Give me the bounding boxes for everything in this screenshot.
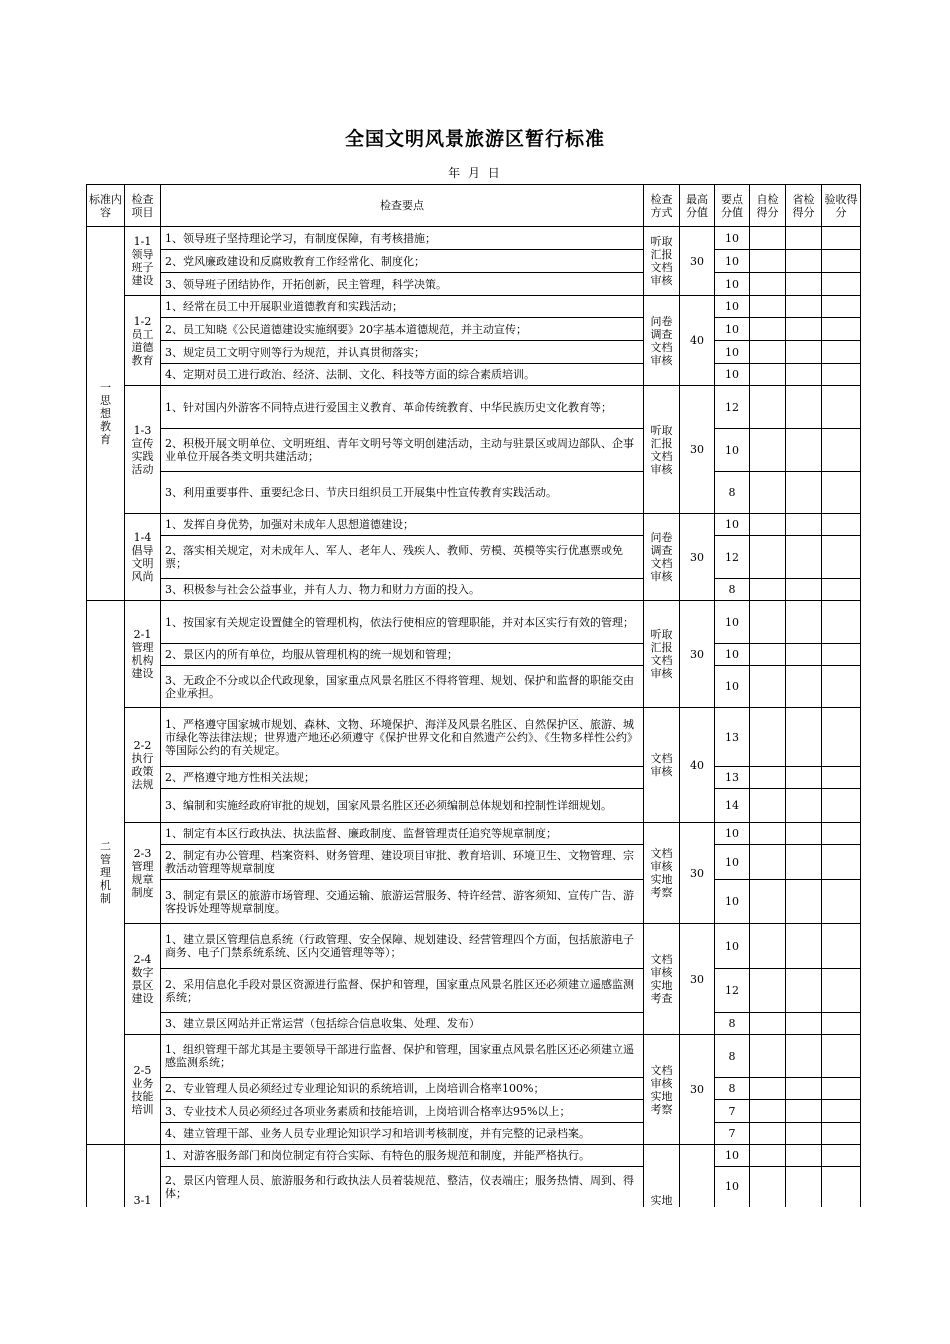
- check-point-text: [161, 1145, 644, 1167]
- province-check-score-cell: [786, 1013, 822, 1035]
- point-score: 10: [715, 250, 750, 273]
- max-score: 30: [680, 386, 715, 514]
- acceptance-score-cell: [822, 386, 861, 429]
- max-score: 30: [680, 1035, 715, 1145]
- max-score: 30: [680, 227, 715, 296]
- check-method: 文档 审核 实地 考察: [644, 823, 680, 924]
- table-row: [87, 1145, 861, 1167]
- check-method: 听取 汇报 文档 审核: [644, 601, 680, 708]
- province-check-score-cell: [786, 341, 822, 364]
- point-score: 12: [715, 969, 750, 1013]
- point-score: 10: [715, 601, 750, 644]
- province-check-score-cell: [786, 1100, 822, 1123]
- check-item-name: 2-5 业务 技能 培训: [125, 1035, 161, 1145]
- point-score: 10: [715, 364, 750, 386]
- check-point-text: 3、积极参与社会公益事业，并有人力、物力和财力方面的投入。: [161, 579, 644, 601]
- check-item-name: 2-2 执行 政策 法规: [125, 708, 161, 823]
- max-score: 30: [680, 823, 715, 924]
- header-check-method: 检查方式: [644, 185, 680, 227]
- point-score: 8: [715, 579, 750, 601]
- point-score: 10: [715, 644, 750, 666]
- header-max-score: 最高分值: [680, 185, 715, 227]
- province-check-score-cell: [786, 666, 822, 708]
- check-item-name: 2-3 管理 规章 制度: [125, 823, 161, 924]
- acceptance-score-cell: [822, 579, 861, 601]
- table-row: [87, 1013, 861, 1035]
- point-score: 10: [715, 880, 750, 924]
- check-point-text: 3、建立景区网站并正常运营（包括综合信息收集、处理、发布）: [161, 1013, 644, 1035]
- point-score: 10: [715, 429, 750, 472]
- category-management-mechanism: 二 管 理 机 制: [87, 601, 125, 1145]
- check-method: 文档 审核 实地 考察: [644, 1035, 680, 1145]
- check-point-text: 4、定期对员工进行政治、经济、法制、文化、科技等方面的综合素质培训。: [161, 364, 644, 386]
- table-row: [87, 1078, 861, 1100]
- self-check-score-cell: [750, 536, 786, 579]
- province-check-score-cell: [786, 1078, 822, 1100]
- self-check-score-cell: [750, 708, 786, 767]
- max-score: 40: [680, 296, 715, 386]
- province-check-score-cell: [786, 296, 822, 318]
- acceptance-score-cell: [822, 1123, 861, 1145]
- province-check-score-cell: [786, 429, 822, 472]
- table-row: [87, 386, 861, 429]
- acceptance-score-cell: [822, 666, 861, 708]
- acceptance-score-cell: [822, 767, 861, 789]
- check-point-text: 2、采用信息化手段对景区资源进行监督、保护和管理，国家重点风景名胜区还必须建立遥感监测系统；: [161, 969, 644, 1013]
- table-row: [87, 1123, 861, 1145]
- max-score: [680, 1145, 715, 1207]
- province-check-score-cell: [786, 536, 822, 579]
- max-score: 40: [680, 708, 715, 823]
- check-point-text: 1、严格遵守国家城市规划、森林、文物、环境保护、海洋及风景名胜区、自然保护区、旅游、城市绿化等法律法规；世界遗产地还必须遵守《保护世界文化和自然遗产公约》、《生物多样性公约》等国际公约的有关规定。: [161, 708, 644, 767]
- check-point-text: 1、制定有本区行政执法、执法监督、廉政制度、监督管理责任追究等规章制度；: [161, 823, 644, 845]
- table-row: [87, 364, 861, 386]
- header-check-item: 检查项目: [125, 185, 161, 227]
- point-score: 7: [715, 1123, 750, 1145]
- self-check-score-cell: [750, 1035, 786, 1078]
- table-row: [87, 514, 861, 536]
- acceptance-score-cell: [822, 341, 861, 364]
- table-row: [87, 601, 861, 644]
- province-check-score-cell: [786, 472, 822, 514]
- check-method: 文档 审核: [644, 708, 680, 823]
- point-score: 10: [715, 296, 750, 318]
- point-score: 10: [715, 823, 750, 845]
- point-score: 12: [715, 536, 750, 579]
- check-point-text: 2、落实相关规定，对未成年人、军人、老年人、残疾人、教师、劳模、英模等实行优惠票或免票；: [161, 536, 644, 579]
- point-score: 10: [715, 318, 750, 341]
- self-check-score-cell: [750, 644, 786, 666]
- province-check-score-cell: [786, 1145, 822, 1167]
- self-check-score-cell: [750, 386, 786, 429]
- check-point-text: 3、利用重要事件、重要纪念日、节庆日组织员工开展集中性宣传教育实践活动。: [161, 472, 644, 514]
- self-check-score-cell: [750, 666, 786, 708]
- province-check-score-cell: [786, 823, 822, 845]
- max-score: 30: [680, 514, 715, 601]
- point-score: 7: [715, 1100, 750, 1123]
- acceptance-score-cell: [822, 845, 861, 880]
- acceptance-score-cell: [822, 429, 861, 472]
- self-check-score-cell: [750, 514, 786, 536]
- self-check-score-cell: [750, 341, 786, 364]
- point-score: 10: [715, 924, 750, 969]
- point-score: 12: [715, 386, 750, 429]
- self-check-score-cell: [750, 318, 786, 341]
- table-row: [87, 880, 861, 924]
- check-point-text: 1、针对国内外游客不同特点进行爱国主义教育、革命传统教育、中华民族历史文化教育等；: [161, 386, 644, 429]
- table-row: [87, 789, 861, 823]
- self-check-score-cell: [750, 601, 786, 644]
- acceptance-score-cell: [822, 364, 861, 386]
- self-check-score-cell: [750, 1167, 786, 1207]
- province-check-score-cell: [786, 386, 822, 429]
- table-row: [87, 1035, 861, 1078]
- province-check-score-cell: [786, 644, 822, 666]
- check-point-text: 1、领导班子坚持理论学习，有制度保障，有考核措施；: [161, 227, 644, 250]
- self-check-score-cell: [750, 472, 786, 514]
- check-point-text: 2、景区内的所有单位，均服从管理机构的统一规划和管理；: [161, 644, 644, 666]
- point-score: 10: [715, 273, 750, 296]
- province-check-score-cell: [786, 514, 822, 536]
- point-score: 10: [715, 666, 750, 708]
- table-row: [87, 1100, 861, 1123]
- point-score: 8: [715, 1078, 750, 1100]
- check-method: 问卷 调查 文档 审核: [644, 514, 680, 601]
- point-score: 10: [715, 227, 750, 250]
- self-check-score-cell: [750, 845, 786, 880]
- self-check-score-cell: [750, 880, 786, 924]
- acceptance-score-cell: [822, 601, 861, 644]
- table-row: [87, 1167, 861, 1207]
- point-score: 8: [715, 1013, 750, 1035]
- max-score: 30: [680, 924, 715, 1035]
- check-point-text: 1、建立景区管理信息系统（行政管理、安全保障、规划建设、经营管理四个方面，包括旅游电子商务、电子门禁系统系统、区内交通管理等等）；: [161, 924, 644, 969]
- table-row: [87, 429, 861, 472]
- table-row: [87, 924, 861, 969]
- province-check-score-cell: [786, 250, 822, 273]
- check-item-name: 1-3 宣传 实践 活动: [125, 386, 161, 514]
- check-point-text: 2、严格遵守地方性相关法规；: [161, 767, 644, 789]
- table-row: [87, 472, 861, 514]
- acceptance-score-cell: [822, 536, 861, 579]
- acceptance-score-cell: [822, 823, 861, 845]
- header-row: [87, 185, 861, 227]
- check-item-name: 1-2 员工 道德 教育: [125, 296, 161, 386]
- province-check-score-cell: [786, 579, 822, 601]
- province-check-score-cell: [786, 845, 822, 880]
- self-check-score-cell: [750, 969, 786, 1013]
- acceptance-score-cell: [822, 318, 861, 341]
- table-row: [87, 536, 861, 579]
- acceptance-score-cell: [822, 1145, 861, 1167]
- category-cell: [87, 1145, 125, 1207]
- self-check-score-cell: [750, 250, 786, 273]
- table-row: [87, 318, 861, 341]
- self-check-score-cell: [750, 1078, 786, 1100]
- province-check-score-cell: [786, 924, 822, 969]
- check-point-text: 3、制定有景区的旅游市场管理、交通运输、旅游运营服务、特许经营、游客须知、宣传广告、游客投诉处理等规章制度。: [161, 880, 644, 924]
- acceptance-score-cell: [822, 1078, 861, 1100]
- check-item-name: 3-1: [125, 1145, 161, 1207]
- header-self-check-score: 自检得分: [750, 185, 786, 227]
- province-check-score-cell: [786, 767, 822, 789]
- point-score: 14: [715, 789, 750, 823]
- header-standard-content: 标准内容: [87, 185, 125, 227]
- province-check-score-cell: [786, 227, 822, 250]
- category-ideological-education: 一 思 想 教 育: [87, 227, 125, 601]
- self-check-score-cell: [750, 364, 786, 386]
- check-point-text: 3、专业技术人员必须经过各项业务素质和技能培训，上岗培训合格率达95%以上；: [161, 1100, 644, 1123]
- self-check-score-cell: [750, 429, 786, 472]
- point-score: 10: [715, 1145, 750, 1167]
- point-score: 8: [715, 472, 750, 514]
- check-point-text: 3、编制和实施经政府审批的规划，国家风景名胜区还必须编制总体规划和控制性详细规划。: [161, 789, 644, 823]
- check-point-text: 1、经常在员工中开展职业道德教育和实践活动；: [161, 296, 644, 318]
- acceptance-score-cell: [822, 880, 861, 924]
- header-point-score: 要点分值: [715, 185, 750, 227]
- acceptance-score-cell: [822, 1013, 861, 1035]
- check-point-text: 1、组织管理干部尤其是主要领导干部进行监督、保护和管理，国家重点风景名胜区还必须建立遥感监测系统；: [161, 1035, 644, 1078]
- self-check-score-cell: [750, 1100, 786, 1123]
- point-score: 10: [715, 514, 750, 536]
- acceptance-score-cell: [822, 644, 861, 666]
- date-line: 年 月 日: [448, 166, 502, 180]
- table-row: [87, 579, 861, 601]
- point-score: 13: [715, 767, 750, 789]
- check-point-text: 3、无政企不分或以企代政现象，国家重点风景名胜区不得将管理、规划、保护和监督的职能交由企业承担。: [161, 666, 644, 708]
- acceptance-score-cell: [822, 924, 861, 969]
- self-check-score-cell: [750, 924, 786, 969]
- check-point-text: 1、按国家有关规定设置健全的管理机构，依法行使相应的管理职能，并对本区实行有效的管理；: [161, 601, 644, 644]
- table-row: [87, 666, 861, 708]
- header-province-check-score: 省检得分: [786, 185, 822, 227]
- table-row: [87, 767, 861, 789]
- acceptance-score-cell: [822, 250, 861, 273]
- header-check-points: 检查要点: [161, 185, 644, 227]
- self-check-score-cell: [750, 579, 786, 601]
- point-score: 10: [715, 845, 750, 880]
- check-point-text: 2、专业管理人员必须经过专业理论知识的系统培训，上岗培训合格率100%；: [161, 1078, 644, 1100]
- acceptance-score-cell: [822, 227, 861, 250]
- table-row: [87, 708, 861, 767]
- self-check-score-cell: [750, 767, 786, 789]
- check-point-text: 2、员工知晓《公民道德建设实施纲要》20字基本道德规范，并主动宣传；: [161, 318, 644, 341]
- check-method: 听取 汇报 文档 审核: [644, 227, 680, 296]
- table-row: [87, 273, 861, 296]
- acceptance-score-cell: [822, 296, 861, 318]
- max-score: 30: [680, 601, 715, 708]
- table-row: [87, 296, 861, 318]
- province-check-score-cell: [786, 273, 822, 296]
- province-check-score-cell: [786, 318, 822, 341]
- self-check-score-cell: [750, 823, 786, 845]
- province-check-score-cell: [786, 1167, 822, 1207]
- page-title: 全国文明风景旅游区暂行标准: [344, 128, 605, 150]
- acceptance-score-cell: [822, 969, 861, 1013]
- check-method: 问卷 调查 文档 审核: [644, 296, 680, 386]
- check-item-name: 1-1 领导 班子 建设: [125, 227, 161, 296]
- check-item-name: 2-4 数字 景区 建设: [125, 924, 161, 1035]
- check-point-text: 1、发挥自身优势，加强对未成年人思想道德建设；: [161, 514, 644, 536]
- check-point-text: 4、建立管理干部、业务人员专业理论知识学习和培训考核制度，并有完整的记录档案。: [161, 1123, 644, 1145]
- acceptance-score-cell: [822, 514, 861, 536]
- province-check-score-cell: [786, 880, 822, 924]
- province-check-score-cell: [786, 969, 822, 1013]
- check-point-text: 2、积极开展文明单位、文明班组、青年文明号等文明创建活动，主动与驻景区或周边部队、企事业单位开展各类文明共建活动；: [161, 429, 644, 472]
- check-point-text: 2、党风廉政建设和反腐败教育工作经常化、制度化；: [161, 250, 644, 273]
- table-row: [87, 823, 861, 845]
- table-row: [87, 250, 861, 273]
- self-check-score-cell: [750, 296, 786, 318]
- self-check-score-cell: [750, 273, 786, 296]
- check-point-text: 2、制定有办公管理、档案资料、财务管理、建设项目审批、教育培训、环境卫生、文物管理、宗教活动管理等规章制度: [161, 845, 644, 880]
- acceptance-score-cell: [822, 472, 861, 514]
- check-method: 文档 审核 实地 考查: [644, 924, 680, 1035]
- province-check-score-cell: [786, 364, 822, 386]
- check-point-text: 3、领导班子团结协作，开拓创新，民主管理，科学决策。: [161, 273, 644, 296]
- acceptance-score-cell: [822, 1100, 861, 1123]
- header-acceptance-score: 验收得分: [822, 185, 861, 227]
- check-method: 听取 汇报 文档 审核: [644, 386, 680, 514]
- check-point-text: 3、规定员工文明守则等行为规范，并认真贯彻落实；: [161, 341, 644, 364]
- self-check-score-cell: [750, 789, 786, 823]
- check-item-name: 1-4 倡导 文明 风尚: [125, 514, 161, 601]
- self-check-score-cell: [750, 1013, 786, 1035]
- province-check-score-cell: [786, 1035, 822, 1078]
- table-row: [87, 341, 861, 364]
- check-point-text-content: 2、景区内管理人员、旅游服务和行政执法人员着装规范、整洁，仪表端庄；服务热情、周到、得体；: [165, 1173, 634, 1200]
- acceptance-score-cell: [822, 1167, 861, 1207]
- table-row: [87, 969, 861, 1013]
- table-row: [87, 644, 861, 666]
- acceptance-score-cell: [822, 789, 861, 823]
- self-check-score-cell: [750, 227, 786, 250]
- check-point-text-content: 1、对游客服务部门和岗位制定有符合实际、有特色的服务规范和制度，并能严格执行。: [165, 1149, 590, 1162]
- point-score: 10: [715, 1167, 750, 1207]
- province-check-score-cell: [786, 1123, 822, 1145]
- check-method: 实地: [644, 1145, 680, 1207]
- point-score: 13: [715, 708, 750, 767]
- table-row: [87, 845, 861, 880]
- self-check-score-cell: [750, 1145, 786, 1167]
- province-check-score-cell: [786, 789, 822, 823]
- point-score: 8: [715, 1035, 750, 1078]
- province-check-score-cell: [786, 708, 822, 767]
- check-point-text: [161, 1167, 644, 1207]
- check-item-name: 2-1 管理 机构 建设: [125, 601, 161, 708]
- table-row: [87, 227, 861, 250]
- point-score: 10: [715, 341, 750, 364]
- province-check-score-cell: [786, 601, 822, 644]
- acceptance-score-cell: [822, 708, 861, 767]
- standards-table: [86, 184, 861, 1207]
- self-check-score-cell: [750, 1123, 786, 1145]
- acceptance-score-cell: [822, 273, 861, 296]
- acceptance-score-cell: [822, 1035, 861, 1078]
